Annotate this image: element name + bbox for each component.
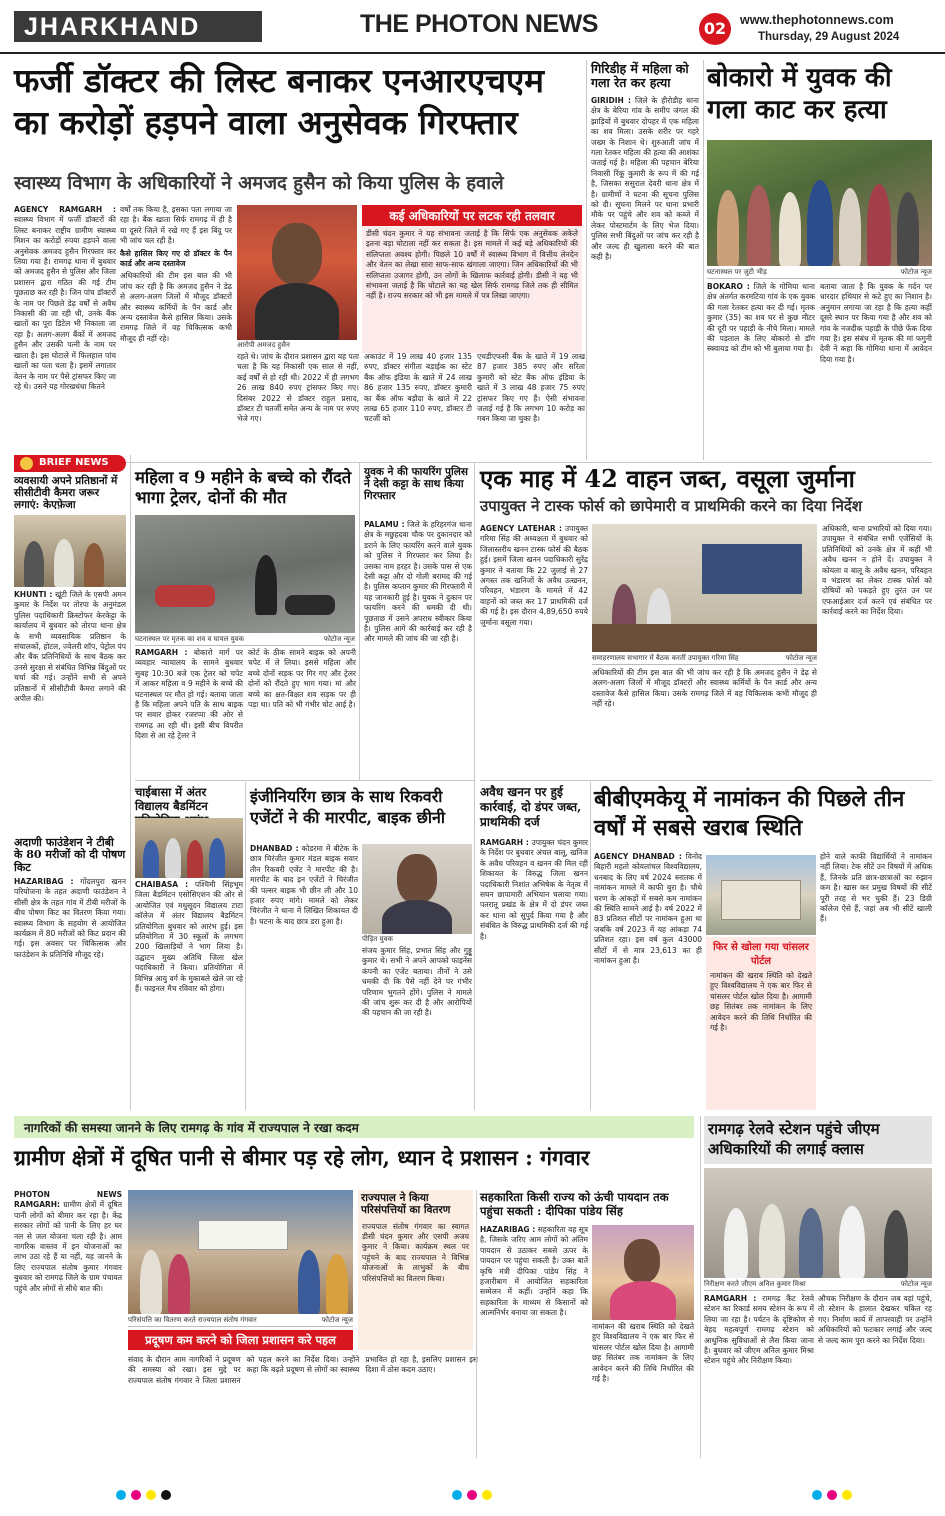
governor-banner: नागरिकों की समस्या जानने के लिए रामगढ़ के गांव में राज्यपाल ने रखा कदम: [14, 1116, 694, 1138]
lead-dateline: AGENCY RAMGARH :: [14, 205, 116, 214]
university-building-photo: [706, 855, 816, 935]
railway-photo-caption: निरीक्षण करते जीएम अनिल कुमार मिश्रा फोटोज न्यूज: [704, 1278, 932, 1291]
bokaro-text-2: बताया जाता है कि युवक के गर्दन पर धारदार हथियार से कटे हुए का निशान है। अनुमान लगाया जा रहा है कि हत्या कहीं दूसरे स्थान पर किया गया है और शव को गांव के नजदीक पहाड़ी के पीछे फेंक दिया गया है। इस संबंध में मृतक की मां फगुनी देवी ने कहा कि गोमिया थाना में आवेदन दिया गया है।: [820, 282, 932, 364]
lead-col-1: AGENCY RAMGARH : स्वास्थ्य विभाग में फर्जी डॉक्टरों की लिस्ट बनाकर राष्ट्रीय ग्रामीण स्वास्थ्य मिशन का करोड़ों रुपया हड़पने वाला अनुसेवक अमजद हुसैन गिरफ्तार कर लिया गया है। रामगढ़ थाना में बुधवार को अमजद हुसैन से पुलिस और जिला प्रशासन द्वारा गठित की गई टीम पूछताछ कर रही है। जिन पांच डॉक्टरों के नाम पर पिछले डेढ़ वर्षों से अवैध निकासी की जा रही थी, उनके बैंक खातों का पूरा डिटेल भी निकाला जा रहा है। अलग-अलग बैंकों में अमजद हुसैन और उसकी पत्नी के नाम पर खाता है। इस घोटाले में फिलहाल पांच खातों का पता चला है। इसमें लगातार वेतन के नाम पर पैसे ट्रांसफर किए जा रहे थे। उसने यह गोरखधंधा कितने: [14, 205, 116, 391]
accused-photo: [237, 205, 357, 340]
photo-credit: फोटोज न्यूज: [900, 268, 932, 276]
divider: [476, 1190, 477, 1458]
lead-headline: फर्जी डॉक्टर की लिस्ट बनाकर एनआरएचएम का करोड़ों हड़पने वाला अनुसेवक गिरफ्तार: [14, 61, 545, 142]
trailer-text-1: RAMGARH : बोकारो मार्ग पर व्यवहार न्यायालय के सामने बुधवार सुबह 10:30 बजे एक ट्रेलर को चपेट में आकर महिला व 9 महीने के बच्चे की घटनास्थल पर मौत हो गई। बताया जाता है कि महिला अपने पति के साथ बाइक पर सवार होकर रजरप्पा की ओर से रामगढ़ आ रही थी। इसी बीच विपरीत दिशा से आ रहे ट्रेलर ने: [135, 648, 243, 741]
section-bar: [14, 11, 262, 42]
victim-photo: [362, 844, 472, 934]
governor-photo-caption: परिसंपत्ति का वितरण करते राज्यपाल संतोष गंगवार फोटोज न्यूज: [128, 1314, 353, 1327]
palamu-text: PALAMU : जिले के हरिहरगंज थाना क्षेत्र के मछुहदवा चौक पर दुकानदार को डराने के लिए फायरिंग करने वाले युवक को पुलिस ने गिरफ्तार कर लिया है। उसका नाम हरहर है। उसके पास से एक देसी कट्टा और दो गोली बरामद की गई है। पुलिस कप्तान कुमार की गिरफ्तारी में यह जानकारी हुई है। युवक ने दुकान पर फायरिंग करने की धमकी दी थी। पूछताछ में उसने अपराध स्वीकार किया है। पुलिस आगे की कार्रवाई कर रही है और मामले की जांच की जा रही है।: [364, 520, 472, 644]
minister-photo: [592, 1225, 694, 1320]
vehicles-text-1: AGENCY LATEHAR : उपायुक्त गरिमा सिंह की अध्यक्षता में बुधवार को जिलास्तरीय खनन टास्क फोर्स की बैठक हुई। इसमें जिला खनन पदाधिकारी सुरेंद्र कुमार ने बताया कि 22 जुलाई से 27 अगस्त तक खनिजों के अवैध उत्खनन, परिवहन, भंडारण के मामले में 42 वाहनों को जब्त कर 17 प्राथमिकी दर्ज की गई है। इस दौरान 4,89,650 रुपये जुर्माना वसूला गया।: [480, 524, 588, 627]
assets-text: राज्यपाल संतोष गंगवार का स्वागत डीसी चंदन कुमार और एसपी अजय कुमार ने किया। कार्यक्रम स्थल पर पहुंचने के बाद राज्यपाल ने विभिन्न योजनाओं के लाभुकों के बीच परिसंपत्तियों का वितरण किया।: [362, 1221, 469, 1283]
vehicles-subhead: उपायुक्त ने टास्क फोर्स को छापेमारी व प्राथमिकी करने का दिया निर्देश: [480, 497, 863, 515]
masthead: [0, 0, 945, 54]
divider: [130, 455, 131, 1110]
cooperative-text: HAZARIBAG : सहकारिता वह सूत्र है, जिसके जरिए आम लोगों को अंतिम पायदान से उठाकर सबसे ऊपर के पायदान पर पहुंचा सकती है। उक्त बातें कृषि मंत्री दीपिका पांडेय सिंह ने हजारीबाग में आयोजित सहकारिता सम्मेलन में कहीं। उन्होंने कहा कि सहकारिता के माध्यम से किसानों को आत्मनिर्भर बनाया जा सकता है।: [480, 1225, 588, 1318]
trailer-text-2: कोर्ट के ठीक सामने बाइक को अपनी चपेट में ले लिया। इससे महिला और बच्चे दोनों सड़क पर गिर गए और ट्रेलर दोनों को रौंदते हुए भाग गया। मां और बच्चे का क्षत-विक्षत शव सड़क पर ही पड़ा था। पति को भी गंभीर चोट आई है।: [248, 648, 356, 710]
governor-text: PHOTON NEWS RAMGARH: ग्रामीण क्षेत्रों में दूषित पानी लोगों को बीमार कर रहा है। केंद्र सरकार लोगों को पानी के लिए हर घर नल से जल योजना चला रही है। आम नागरिक वास्तव में इन योजनाओं का लाभ उठा रहे हैं या नहीं, यह जानने के लिए राज्यपाल संतोष कुमार गंगवार बुधवार को रामगढ़ जिले के ग्राम पंचायत पहुंचे और लोगों से सीधे बात की।: [14, 1190, 122, 1293]
trailer-headline: महिला व 9 महीने के बच्चे को रौंदते भागा ट्रेलर, दोनों की मौत: [135, 468, 352, 507]
chancellor-portal-box: [706, 937, 816, 1110]
bbmku-text-2: होने वाले काफी विद्यार्थियों ने नामांकन नहीं लिया। टेक सीटें उन विषयों में अधिक हैं, जिनके प्रति छात्र-छात्राओं का रुझान कम है। खास कर प्रमुख विषयों की सीटें पूरी तरह से भर चुकी हैं। 23 डिग्री कॉलेज ऐसे हैं, जहां अब भी सीटें खाली हैं।: [820, 852, 932, 924]
divider: [135, 780, 475, 781]
engineering-headline: इंजीनियरिंग छात्र के साथ रिकवरी एजेंटों ने की मारपीट, बाइक छीनी: [250, 787, 446, 827]
bbmku-headline: बीबीएमकेयू में नामांकन की पिछले तीन वर्षों में सबसे खराब स्थिति: [594, 786, 905, 841]
registration-marks: [0, 1490, 945, 1502]
engineering-text-2: संजय कुमार सिंह, प्रभात सिंह और गुड्डू कुमार थे। सभी ने अपने आपको फाइनेंस कंपनी का एजेंट बताया। तीनों ने उसे धमकी दी कि पैसे नहीं देने पर गंभीर परिणाम भुगतने होंगे। पुलिस ने मामले की जांच शुरू कर दी है और आरोपियों की पहचान की जा रही है।: [362, 946, 472, 1018]
badminton-text: CHAIBASA : पश्चिमी सिंहभूम जिला बैडमिंटन एसोसिएशन की ओर से आयोजित एवं मधुसूदन विद्यालय टाटा कॉलेज में अंतर विद्यालय बैडमिंटन प्रतियोगिता बुधवार को आरंभ हुई। इस प्रतियोगिता में 30 स्कूलों के लगभग 200 खिलाड़ियों ने भाग लिया है। उद्घाटन मुख्य अतिथि जिला खेल पदाधिकारी ने किया। प्रतियोगिता में विभिन्न आयु वर्ग के मुकाबले खेले जा रहे हैं। फाइनल मैच रविवार को होगा।: [135, 880, 243, 994]
victim-photo-caption: पीड़ित युवक: [362, 935, 393, 943]
giridih-headline: गिरिडीह में महिला को गला रेत कर हत्या: [591, 61, 689, 90]
bokaro-text-1: BOKARO : जिले के गोमिया थाना क्षेत्र अंतर्गत करमटिया गांव के एक युवक की गला रेतकर हत्या कर दी गई। मृतक कुमार (35) का शव घर से कुछ मीटर की दूरी पर पहाड़ी के नीचे मिला। मामले की पड़ताल के लिए बोकारो से डॉग स्क्वायड को टीम को भी बुलाया गया है।: [707, 282, 815, 354]
assets-headline: राज्यपाल ने किया परिसंपत्तियों का वितरण: [361, 1192, 451, 1216]
officials-box: [362, 205, 582, 353]
divider: [474, 462, 475, 1110]
mining-headline: अवैध खनन पर हुई कार्रवाई, दो डंपर जब्त, प्राथमिकी दर्ज: [480, 785, 582, 829]
palamu-headline: युवक ने की फायरिंग पुलिस ने देसी कट्टा के साथ किया गिरफ्तार: [364, 466, 468, 502]
badminton-headline: चाईबासा में अंतर विद्यालय बैडमिंटन: [135, 785, 208, 813]
cooperative-headline: सहकारिता किसी राज्य को ऊंची पायदान तक पहुंचा सकती : दीपिका पांडेय सिंह: [480, 1190, 669, 1218]
bokaro-photo-caption: घटनास्थल पर जुटी भीड़ फोटोज न्यूज: [707, 266, 932, 279]
divider: [590, 782, 591, 1110]
railway-text-2: औचक निरीक्षण के दौरान जब वहां पहुंचे, तो स्टेशन के हालात देखकर चकित रह गए। निर्माण कार्य में लापरवाही पर उन्होंने अधिकारियों को फटकार लगाई और जल्द से जल्द काम पूरा करने का निर्देश दिया।: [818, 1294, 932, 1345]
brief-news-label: BRIEF NEWS: [14, 455, 126, 472]
cooperative-text-2: नामांकन की खराब स्थिति को देखते हुए विश्वविद्यालय ने एक बार फिर से चांसलर पोर्टल खोल दिया है। आगामी छह सितंबर तक नामांकन के लिए आवेदन करने की तिथि निर्धारित की गई है।: [592, 1322, 694, 1384]
accused-photo-caption: आरोपी अमजद हुसैन: [237, 341, 290, 349]
assets-box: [358, 1190, 473, 1350]
pollution-box-text: संवाद के दौरान आम नागरिकों ने प्रदूषण की समस्या को रखा। इस मुद्दे पर राज्यपाल संतोष गंगवार ने जिला प्रशासन को पहल करने का निर्देश दिया। उन्होंने कहा कि बढ़ते प्रदूषण से लोगों का स्वास्थ्य प्रभावित हो रहा है, इसलिए प्रशासन इस दिशा में ठोस कदम उठाए।: [128, 1355, 478, 1385]
brief-icon: [20, 457, 33, 470]
mining-text: RAMGARH : उपायुक्त चंदन कुमार के निर्देश पर बुधवार अंचल बालू, खनिज के अवैध परिवहन व खनन की मिल रही शिकायत के विरुद्ध जिला खनन पदाधिकारी निशांत अभिषेक के नेतृत्व में सघन छापामारी अभियान चलाया गया। पतरातू प्रखंड के क्षेत्र में दो डंपर जब्त कर थाना को सुपुर्द किया गया है और संबंधित के विरुद्ध प्राथमिकी दर्ज की गई है।: [480, 838, 588, 941]
divider: [14, 462, 932, 463]
website-link[interactable]: www.thephotonnews.com: [740, 13, 894, 27]
bokaro-crowd-photo: [707, 140, 932, 266]
section-label: JHARKHAND: [24, 13, 201, 41]
issue-date: Thursday, 29 August 2024: [758, 31, 900, 43]
giridih-text: GIRIDIH : जिले के हीरोडीह थाना क्षेत्र के बेरिया गांव के समीप जंगल की झाड़ियों में बुधवार दोपहर में एक महिला का शव मिला। उसके शरीर पर गहरे जख्म के निशान थे। शुरुआती जांच में गला रेतकर महिला की हत्या की आशंका जताई गई है। महिला की पहचान बेरिया निवासी रिंकू कुमारी के रूप में की गई है, जिसका ससुराल देवरी थाना क्षेत्र में है। ग्रामीणों ने घटना की सूचना पुलिस को दी। सूचना मिलने पर थाना प्रभारी मौके पर पहुंचे और शव को कब्जे में लेकर पोस्टमार्टम के लिए भेज दिया। पुलिस सभी बिंदुओं पर जांच कर रही है और जल्द ही खुलासा करने की बात कही है।: [591, 96, 699, 262]
bokaro-headline: बोकारो में युवक की गला काट कर हत्या: [707, 63, 892, 125]
lead-crosshead: कैसे हासिल किए गए दो डॉक्टर के पैन कार्ड और अन्य दस्तावेज: [120, 248, 232, 269]
railway-headline-box: रामगढ़ रेलवे स्टेशन पहुंचे जीएम अधिकारियों की लगाई क्लास: [704, 1116, 932, 1164]
lead-col-4: अकाउंट में 19 लाख 40 हजार 135 रुपए, डॉक्टर संगीता बड़ाईक का स्टेट बैंक ऑफ इंडिया के खाते में 24 लाख 86 हजार 135 रुपए, डॉक्टर कुमारी का बैंक ऑफ बड़ौदा के खाते में 22 लाख 65 हजार 110 रुपए, डॉक्टर टी चटर्जी को: [364, 352, 472, 424]
vehicles-meeting-photo: [592, 524, 817, 652]
chancellor-box-text: नामांकन की खराब स्थिति को देखते हुए विश्वविद्यालय ने एक बार फिर से चांसलर पोर्टल खोल दिया है। आगामी छह सितंबर तक नामांकन के लिए आवेदन करने की तिथि निर्धारित की गई है।: [710, 971, 812, 1033]
divider: [359, 462, 360, 780]
officials-box-text: डीसी चंदन कुमार ने यह संभावना जताई है कि सिर्फ एक अनुसेवक अकेले इतना बड़ा घोटाला नहीं कर सकता है। इस मामले में कई बड़े अधिकारियों की संलिप्तता अवश्य होगी। पिछले 10 वर्षों में स्वास्थ्य विभाग में वित्तीय लेनदेन और वेतन का लेखा सारा साफ-साफ खंगाला जाएगा। जिन अधिकारियों की भी संलिप्तता उजागर होगी, उन लोगों के खिलाफ कार्रवाई होगी। डीसी ने यह भी संभावना जताई है कि घोटाले का यह खेल सिर्फ रामगढ़ जिले तक ही सीमित नहीं है। राज्य सरकार को भी इस मामले में पत्र लिखा जाएगा।: [366, 229, 578, 301]
brief-text-2: HAZARIBAG : गोंदलपुरा खनन परियोजना के तहत अदाणी फाउंडेशन ने सीसी क्षेत्र के तहत गांव में टीबी मरीजों के बीच पोषण किट का वितरण किया गया। स्वास्थ्य विभाग के सहयोग से आयोजित कार्यक्रम में 80 मरीजों को किट प्रदान की गई। इस अवसर पर चिकित्सक और फाउंडेशन के प्रतिनिधि मौजूद रहे।: [14, 877, 126, 959]
vehicles-photo-caption: समाहरणालय सभागार में बैठक करतीं उपायुक्त गरिमा सिंह फोटोज न्यूज: [592, 652, 817, 665]
trailer-accident-photo: [135, 515, 355, 633]
brief-headline-1: व्यवसायी अपने प्रतिष्ठानों में सीसीटीवी कैमरा जरूर लगाएं: केएफ़ेजा: [14, 475, 118, 511]
officials-box-title: कई अधिकारियों पर लटक रही तलवार: [362, 205, 582, 226]
chancellor-box-title: फिर से खोला गया चांसलर पोर्टल: [713, 942, 809, 967]
divider: [700, 1116, 701, 1458]
lead-col-5: एचडीएफसी बैंक के खाते में 19 लाख 87 हजार 385 रुपए और सरिता कुमारी को स्टेट बैंक ऑफ इंडिया के खाते में 3 लाख 48 हजार 75 रुपए ट्रांसफर किए गए हैं। ऐसी संभावना जताई गई है कि लगभग 10 करोड़ का गबन किया जा चुका है।: [477, 352, 585, 424]
divider: [480, 780, 932, 781]
badminton-team-photo: [135, 818, 243, 878]
railway-text-1: RAMGARH : रामगढ़ कैंट रेलवे स्टेशन का रिकार्ड समय स्टेशन के रूप में लिया जा रहा है। पर्यटन के दृष्टिकोण से बेहद महत्वपूर्ण रामगढ़ स्टेशन को आधुनिक सुविधाओं से लैस किया जाना है। बुधवार को जीएम अनिल कुमार मिश्रा स्टेशन पहुंचे और निरीक्षण किया।: [704, 1294, 814, 1366]
pollution-box-title: प्रदूषण कम करने को जिला प्रशासन करे पहल: [128, 1330, 353, 1350]
page-number-badge: 02: [699, 13, 731, 45]
brief-headline-2: अदाणी फाउंडेशन ने टीबी के 80 मरीजों को दी पोषण किट: [14, 836, 126, 874]
brief-meeting-photo: [14, 515, 126, 587]
divider: [586, 60, 587, 460]
vehicles-text-3: अधिकारियों की टीम इस बात की भी जांच कर रही है कि अमजद हुसैन ने डेढ़ से अलग-अलग जिलों में मौजूद डॉक्टरों और स्वास्थ्य कर्मियों के पैन कार्ड और अन्य दस्तावेज कैसे हासिल किया। उसके रामगढ़ जिले में वह चिकित्सक कभी मौजूद ही नहीं रहे।: [592, 668, 817, 709]
lead-subhead: स्वास्थ्य विभाग के अधिकारियों ने अमजद हुसैन को किया पुलिस के हवाले: [14, 173, 504, 194]
paper-title: THE PHOTON NEWS: [360, 10, 598, 38]
lead-col-2: वर्षों तक किया है, इसका पता लगाया जा रहा है। बैंक खाता सिर्फ रामगढ़ में ही है या दूसरे जिले में रखे गए हैं इस बिंदु पर भी जांच चल रही है। कैसे हासिल किए गए दो डॉक्टर के पैन कार्ड और अन्य दस्तावेज अधिकारियों की टीम इस बात की भी जांच कर रही है कि अमजद हुसैन ने डेढ़ से अलग-अलग जिलों में मौजूद डॉक्टरों और स्वास्थ्य कर्मियों के पैन कार्ड और अन्य दस्तावेज कैसे हासिल किया। उसके रामगढ़ जिले में वह चिकित्सक कभी मौजूद ही नहीं रहे।: [120, 205, 232, 343]
vehicles-headline: एक माह में 42 वाहन जब्त, वसूला जुर्माना: [480, 464, 855, 493]
railway-inspection-photo: [704, 1168, 932, 1278]
governor-headline: ग्रामीण क्षेत्रों में दूषित पानी से बीमार पड़ रहे लोग, ध्यान दे प्रशासन : गंगवार: [14, 1145, 590, 1170]
vehicles-text-2: अधिकारी, थाना प्रभारियों को दिया गया। उपायुक्त ने संबंधित सभी एजेंसियों के प्रतिनिधियों को उनके क्षेत्र में कहीं भी अवैध खनन न होने दें। उपायुक्त ने कोयला व बालू के अवैध खनन, परिवहन व भंडारण का लेकर टास्क फोर्स को दोषियों को पकड़ते हुए तुरंत उन पर एफआईआर दर्ज करने एवं संबंधित पर कार्रवाई करने का निर्देश दिया।: [822, 524, 932, 617]
lead-col-3: रहते थे। जांच के दौरान प्रशासन द्वारा यह पता चला है कि यह निकासी एक साल से नहीं, कई वर्षों से हो रही थी। 2022 में ही लगभग 26 लाख 840 रुपए ट्रांसफर किए गए। दिसंबर 2022 से डॉक्टर राहुल प्रसाद, डॉक्टर टी चतर्जी समेत अन्य के नाम पर रुपए भेजे गए।: [237, 352, 359, 424]
divider: [245, 782, 246, 1110]
bbmku-text-1: AGENCY DHANBAD : विनोद बिहारी महतो कोयलांचल विश्वविद्यालय, धनबाद के लिए वर्ष 2024 स्नातक में नामांकन मामले में काफी बुरा है। चौथे चरण के आंकड़ों में सबसे कम नामांकन की स्थिति सामने आई है। वर्ष 2022 में 83 प्रतिशत सीटों पर नामांकन हुआ था जबकि वर्ष 2023 में यह आंकड़ा 74 प्रतिशत रहा। इस वर्ष कुल 43000 सीटों में से मात्र 23,613 का ही नामांकन हुआ है।: [594, 852, 702, 966]
divider: [703, 60, 704, 460]
brief-text-1: KHUNTI : खूंटी जिले के एसपी अमन कुमार के निर्देश पर तोरपा के अनुमंडल पुलिस पदाधिकारी क्रिस्टोफर केरकेट्टा के कार्यालय में बुधवार को तोरपा थाना क्षेत्र के सभी व्यवसायिक प्रतिष्ठान के संचालकों, होटल, ज्वेलरी शॉप, पेट्रोल पंप और बैंक प्रतिनिधियों के साथ बैठक कर उनसे सुरक्षा से संबंधित विभिन्न बिंदुओं पर चर्चा की गई। उन्होंने सभी से अपने प्रतिष्ठानों में सीसीटीवी कैमरा लगाने की अपील की।: [14, 590, 126, 704]
trailer-photo-caption: घटनास्थल पर मृतक का शव व घायल युवक फोटोज न्यूज: [135, 633, 355, 646]
engineering-text-1: DHANBAD : कोडरमा में बीटेक के छात्र चिरंजीत कुमार मंडल बाइक सवार तीन रिकवरी एजेंट ने मारपीट की है। मारपीट के बाद इन एजेंटों ने चिरंजीत की पल्सर बाइक भी छीन ली और 10 हजार रुपए मांगे। मामले को लेकर चिरंजीत ने थाना में लिखित शिकायत दी है। घटना के बाद छात्र डरा हुआ है।: [250, 844, 358, 926]
governor-event-photo: [128, 1190, 353, 1314]
